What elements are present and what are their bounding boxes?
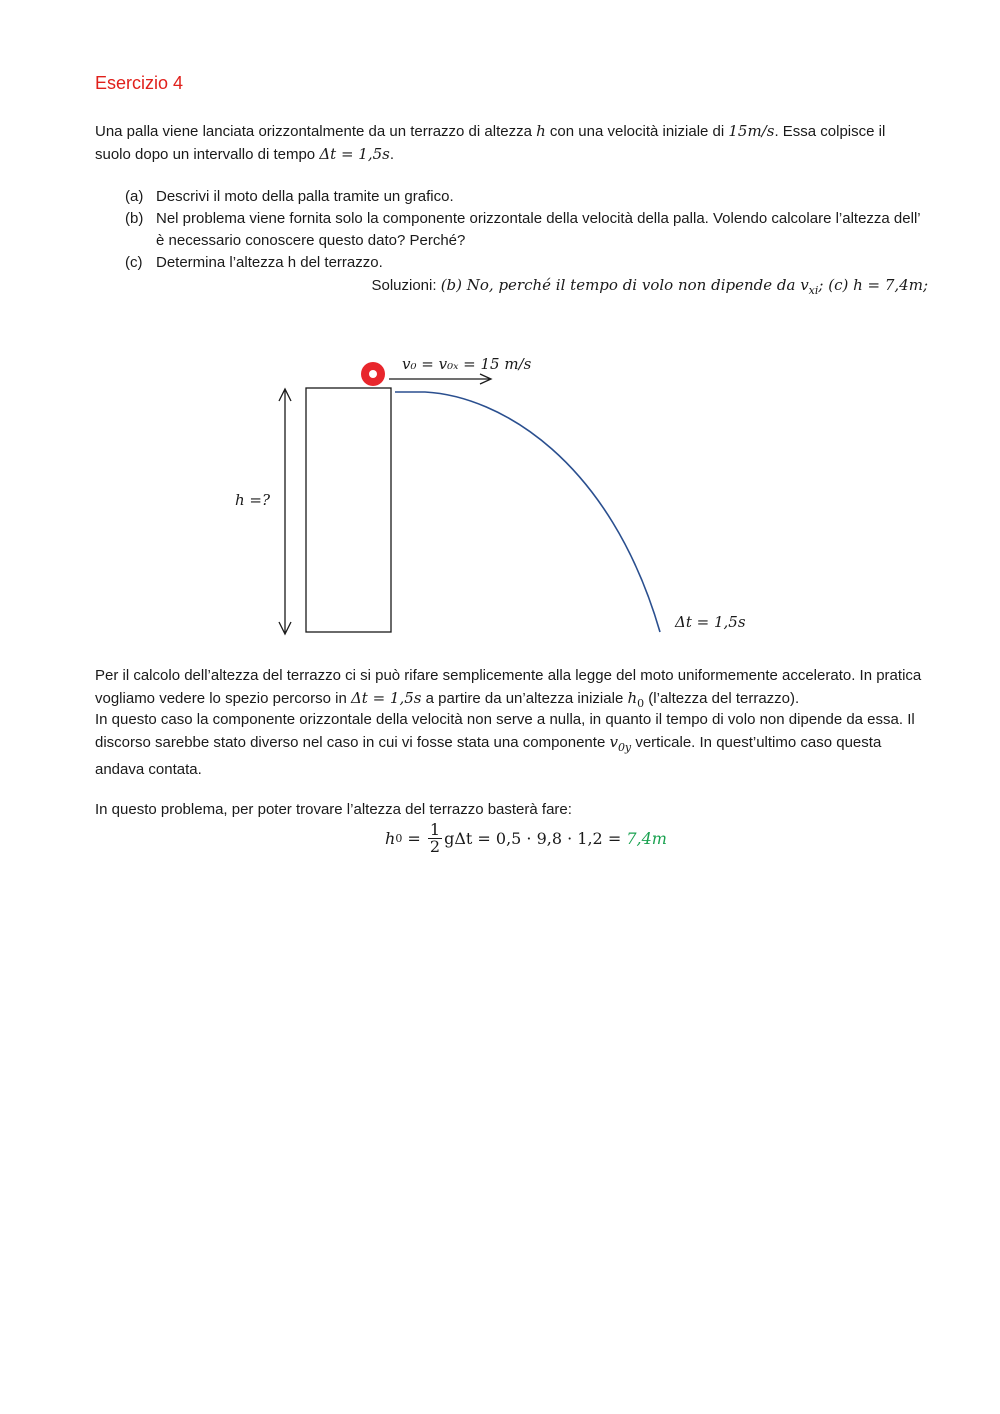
projectile-figure [0, 340, 1000, 650]
formula-equals: = [402, 829, 426, 848]
explanation-paragraph-1 [95, 665, 925, 715]
ball-center [369, 370, 377, 378]
formula-result: 7,4m [626, 829, 667, 848]
explanation-text-4: In questo caso la componente orizzontale della velocità non serve a nulla, in quanto il tempo di volo non dipende da essa. Il discorso sarebbe stato diverso nel caso in cui vi fosse stata una componente [95, 711, 915, 751]
question-label: (a) [125, 188, 144, 205]
velocity-label: v₀ = v₀ₓ = 15 m/s [402, 355, 532, 373]
solution-b: (b) No, perché il tempo di volo non dipende da v [440, 276, 809, 294]
question-text: Nel problema viene fornita solo la componente orizzontale della velocità della palla. Volendo calcolare l’altezza dell’ è necessario conoscere questo dato? Perché? [156, 210, 921, 249]
time-label: Δt = 1,5s [675, 613, 746, 631]
problem-text-2: con una velocità iniziale di [545, 123, 729, 140]
problem-velocity: 15m/s [728, 122, 775, 140]
solutions-prefix: Soluzioni: [371, 277, 441, 294]
problem-statement [95, 120, 925, 166]
explanation-v: v [609, 733, 618, 751]
question-b [125, 208, 925, 252]
problem-text-3: . Essa colpisce il suolo dopo un intervallo di tempo [95, 123, 886, 163]
explanation-h0-subscript: 0 [637, 697, 645, 710]
fraction-numerator: 1 [429, 820, 441, 839]
formula-lhs: h [385, 829, 396, 848]
question-text: Descrivi il moto della palla tramite un grafico. [156, 188, 454, 205]
solution-b-subscript: xi [808, 284, 819, 297]
terrace-rect [306, 388, 391, 632]
question-text: Determina l’altezza h del terrazzo. [156, 254, 383, 271]
explanation-h0: h [627, 689, 638, 707]
formula-lhs-subscript: 0 [395, 832, 403, 845]
formula-body: gΔt = 0,5 · 9,8 · 1,2 = [444, 829, 627, 848]
explanation-text-1: Per il calcolo dell’altezza del terrazzo ci si può rifare semplicemente alla legge del moto uniformemente accelerato. In pratica vogliamo vedere lo spezio percorso in [95, 667, 922, 707]
problem-text-1: Una palla viene lanciata orizzontalmente da un terrazzo di altezza [95, 123, 537, 140]
question-a [125, 186, 925, 208]
question-list [125, 186, 925, 274]
problem-h: h [536, 122, 546, 140]
explanation-paragraph-3: In questo problema, per poter trovare l’altezza del terrazzo basterà fare: [95, 801, 572, 818]
explanation-text-2: a partire da un’altezza iniziale [421, 690, 628, 707]
question-label: (b) [125, 210, 144, 227]
height-formula [385, 822, 667, 855]
explanation-v-subscript: 0y [617, 741, 632, 754]
explanation-text-5: verticale. In quest’ultimo caso questa andava contata. [95, 734, 882, 778]
trajectory-curve [395, 392, 660, 632]
height-label: h =? [235, 491, 271, 509]
problem-dt: Δt = 1,5s [319, 145, 390, 163]
solution-c: ; (c) h = 7,4m; [818, 276, 928, 294]
question-c [125, 252, 925, 274]
formula-fraction [428, 822, 442, 855]
problem-text-4: . [389, 146, 395, 163]
explanation-dt: Δt = 1,5s [350, 689, 422, 707]
fraction-denominator: 2 [429, 837, 441, 856]
explanation-text-3: (l’altezza del terrazzo). [644, 690, 800, 707]
exercise-title: Esercizio 4 [95, 73, 184, 93]
solutions-line [371, 276, 928, 297]
question-label: (c) [125, 254, 143, 271]
explanation-paragraph-2 [95, 709, 925, 781]
